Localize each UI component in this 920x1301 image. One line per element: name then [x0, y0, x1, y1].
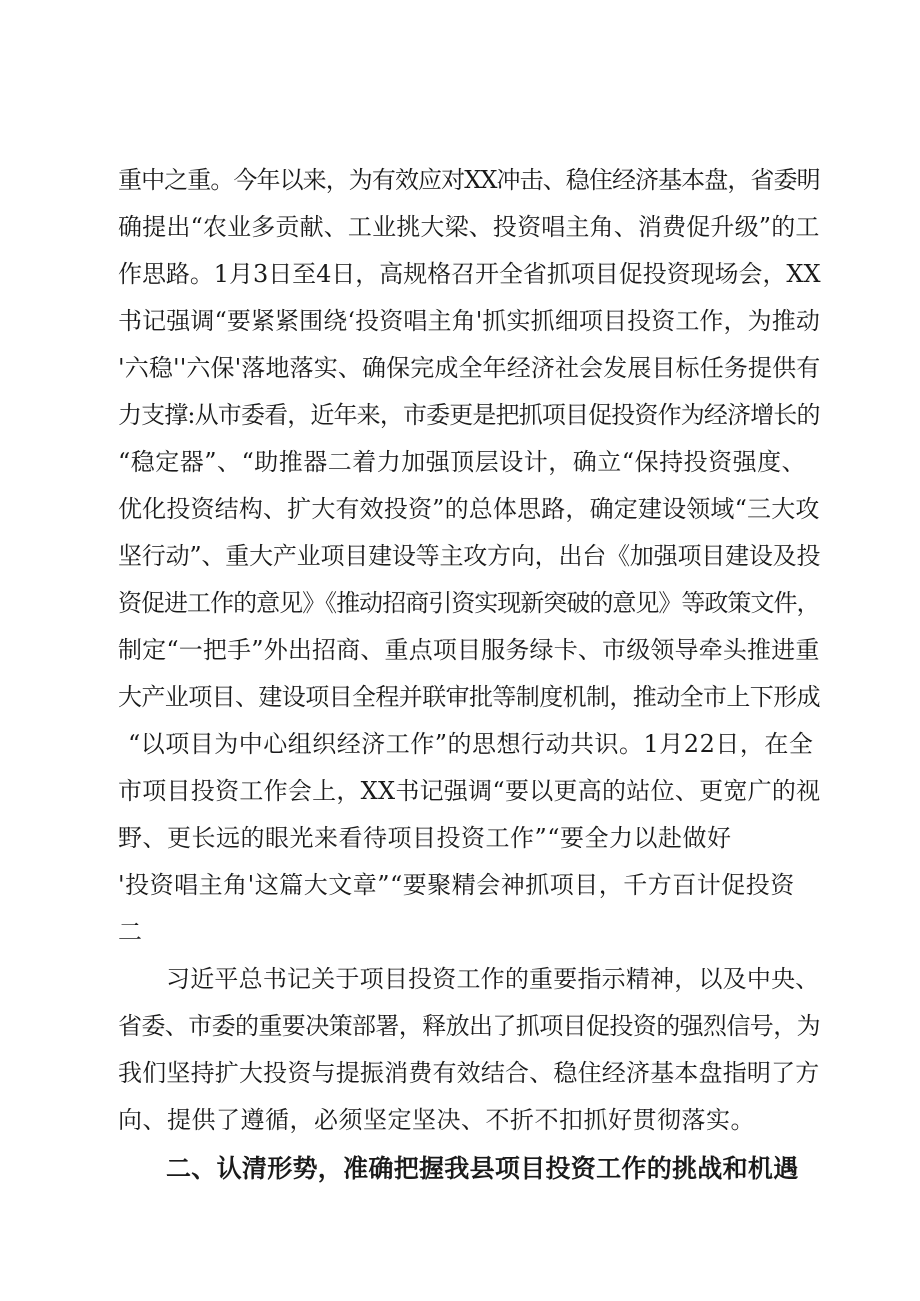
paragraph-2-line: 省委、市委的重要决策部署，释放出了抓项目促投资的强烈信号，为 [118, 1012, 820, 1040]
paragraph-2-line: 习近平总书记关于项目投资工作的重要指示精神，以及中央、 [166, 965, 820, 993]
paragraph-1-line: 野、更长远的眼光来看待项目投资工作”“要全力以赴做好 [118, 824, 732, 852]
paragraph-1-line: 优化投资结构、扩大有效投资”的总体思路，确定建设领域“三大攻 [118, 495, 820, 523]
paragraph-1-line: “以项目为中心组织经济工作”的思想行动共识。1月22日，在全 [128, 730, 814, 758]
paragraph-1-line: 制定“一把手”外出招商、重点项目服务绿卡、市级领导牵头推进重 [118, 636, 820, 664]
paragraph-1-line: '六稳''六保'落地落实、确保完成全年经济社会发展目标任务提供有 [118, 354, 821, 382]
paragraph-1-line: 书记强调“要紧紧围绕‘投资唱主角'抓实抓细项目投资工作，为推动 [118, 307, 820, 335]
paragraph-2-line: 向、提供了遵循，必须坚定坚决、不折不扣抓好贯彻落实。 [118, 1106, 755, 1134]
section-heading: 二、认清形势，准确把握我县项目投资工作的挑战和机遇 [166, 1154, 799, 1183]
paragraph-1-line: 确提出“农业多贡献、工业挑大梁、投资唱主角、消费促升级”的工 [118, 213, 820, 241]
paragraph-1-line: 作思路。1月3日至4日，高规格召开全省抓项目促投资现场会，XX [118, 260, 821, 288]
paragraph-1-line: 坚行动”、重大产业项目建设等主攻方向，出台《加强项目建设及投 [118, 542, 821, 570]
paragraph-1-line: 市项目投资工作会上，XX书记强调“要以更高的站位、更宽广的视 [118, 777, 821, 805]
paragraph-1-line: 重中之重。今年以来，为有效应对XX冲击、稳住经济基本盘，省委明 [118, 166, 820, 194]
paragraph-1-line: 二 [118, 918, 143, 946]
paragraph-1-line: “稳定器”、“助推器二着力加强顶层设计，确立“保持投资强度、 [118, 448, 807, 476]
paragraph-1-line: 大产业项目、建设项目全程并联审批等制度机制，推动全市上下形成 [118, 683, 820, 711]
paragraph-1-line: 力支撑:从市委看，近年来，市委更是把抓项目促投资作为经济增长的 [118, 401, 820, 429]
paragraph-1-line: 资促进工作的意见》《推动招商引资实现新突破的意见》等政策文件， [118, 589, 820, 617]
paragraph-2-line: 我们坚持扩大投资与提振消费有效结合、稳住经济基本盘指明了方 [118, 1059, 820, 1087]
paragraph-1-line: '投资唱主角'这篇大文章”“要聚精会神抓项目，千方百计促投资 [118, 871, 795, 899]
